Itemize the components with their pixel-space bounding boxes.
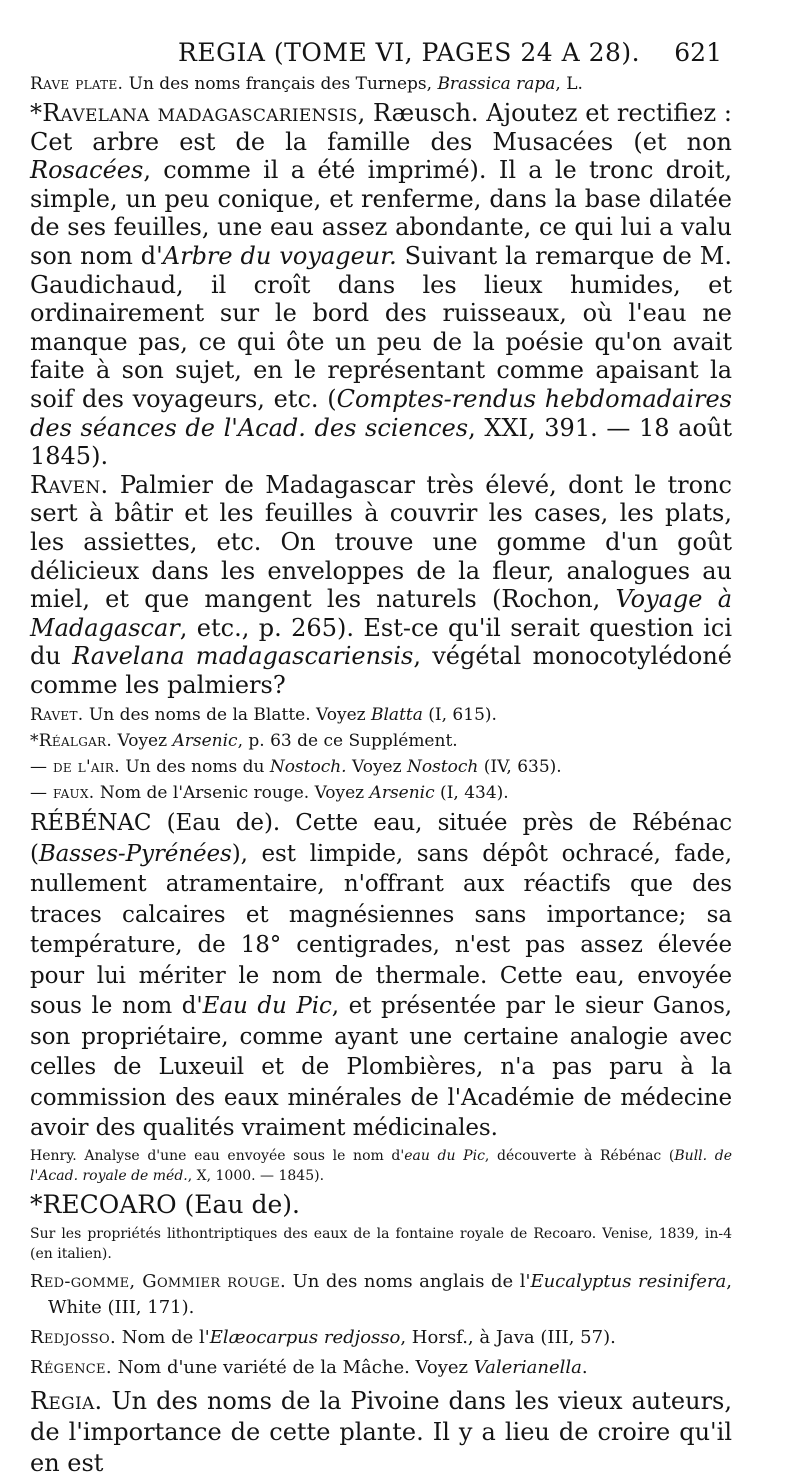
entry-text: Un des noms de la Pivoine dans les vieux auteurs, de l'importance de cette plante. Il y a lieu de croire qu'il en est — [30, 1386, 732, 1477]
entry-ravet — [30, 704, 732, 726]
reference-text: Sur les propriétés lithontriptiques des eaux de la fontaine royale de Recoaro. Venise, 1839, in-4 (en italien). — [30, 1225, 732, 1262]
entry-text: Palmier de Madagascar très élevé, dont le tronc sert à bâtir et les feuilles à couvrir les cases, les plats, les assiettes, etc. On trouve une gomme d'un goût délicieux dans les enveloppes de la fleur, analogues au miel, et que mangent les naturels (Rochon, — [30, 470, 732, 614]
entry-text: (I, 434). — [434, 783, 509, 804]
entry-text: Nom de l' — [116, 1326, 210, 1348]
entry-headword: Raven. — [30, 470, 109, 499]
entry-text: (I, 615). — [422, 705, 497, 726]
entry-text: Un des noms français des Turneps, — [123, 74, 438, 94]
entry-italic: Ravelana madagascariensis — [72, 642, 414, 671]
entry-italic: Nostoch — [406, 757, 479, 778]
entry-text: Un des noms du — [119, 757, 270, 778]
entry-text: Nom d'une variété de la Mâche. Voyez — [111, 1356, 474, 1378]
reference-recoaro — [30, 1224, 732, 1264]
reference-text: , découverte à Rébénac ( — [484, 1147, 675, 1164]
entry-italic: Arsenic — [369, 783, 435, 804]
entry-red-gomme — [30, 1269, 732, 1321]
entry-italic: Arsenic — [172, 731, 238, 752]
reference-text: , X, 1000. — 1845). — [187, 1167, 325, 1184]
dictionary-column — [30, 68, 732, 1479]
entry-italic: Valerianella — [473, 1356, 582, 1378]
entry-rebenac — [30, 808, 732, 1144]
entry-text: , p. 63 de ce Supplément. — [237, 731, 458, 752]
entry-text: (Eau de). Cette eau, située près de Rébénac ( — [30, 810, 732, 867]
reference-text: Henry. Analyse d'une eau envoyée sous le nom d' — [30, 1147, 405, 1164]
entry-text: Nom de l'Arsenic rouge. Voyez — [94, 783, 370, 804]
entry-text: , etc., p. 265). Est-ce qu'il serait question ici du — [30, 613, 732, 671]
entry-headword: Red-gomme, Gommier rouge. — [30, 1270, 287, 1292]
entry-text: , Horsf., à Java (III, 57). — [400, 1326, 616, 1348]
page-number: 621 — [674, 38, 722, 67]
entry-italic: Elæocarpus redjosso — [209, 1326, 401, 1348]
entry-text: Suivant la remarque de M. Gaudichaud, il croît dans les lieux humides, et ordinairement sur le bord des ruisseaux, où l'eau ne manque pas, ce qui ôte un peu de la poésie qu'on avait faite à son sujet, en le représentant comme apaisant la soif des voyageurs, etc. ( — [30, 241, 732, 413]
entry-regence — [30, 1355, 732, 1381]
entry-headword: Regia. — [30, 1386, 103, 1415]
entry-italic: Voyage à Madagascar — [30, 585, 733, 642]
entry-italic: Blatta — [371, 705, 423, 726]
entry-ravelana — [30, 99, 732, 471]
entry-italic: Brassica rapa — [437, 74, 556, 94]
entry-text: . — [581, 1356, 588, 1378]
entry-text: (Eau de). — [176, 1189, 300, 1219]
entry-recoaro — [30, 1188, 732, 1222]
entry-text: , Ræusch. Ajoutez et rectifiez : Cet arbre est de la famille des Musacées (et non — [30, 99, 732, 156]
entry-headword: — de l'air. — [30, 757, 120, 778]
reference-henry — [30, 1146, 732, 1186]
entry-italic: Eucalyptus resinifera — [530, 1270, 727, 1292]
entry-headword: Ravet. — [30, 705, 84, 726]
entry-text: Voyez — [112, 731, 173, 752]
reference-italic: Bull. de l'Acad. royale de méd. — [30, 1147, 732, 1184]
entry-headword: — faux. — [30, 783, 95, 804]
entry-text: , végétal monocotylédoné comme les palmiers? — [30, 642, 732, 699]
entry-italic: Basses-Pyrénées — [38, 840, 232, 867]
entry-realgar-faux — [30, 782, 732, 804]
entry-italic: Eau du Pic — [202, 993, 332, 1020]
entry-text: (IV, 635). — [478, 757, 562, 778]
entry-redjosso — [30, 1325, 732, 1351]
entry-raven — [30, 471, 732, 700]
entry-italic: Comptes-rendus hebdomadaires des séances de l'Acad. des sciences — [30, 384, 732, 442]
entry-text: , White (III, 171). — [48, 1270, 733, 1318]
entry-headword: *Réalgar. — [30, 731, 113, 752]
entry-text: Un des noms de la Blatte. Voyez — [83, 705, 371, 726]
running-header — [0, 38, 800, 70]
entry-headword: Rave plate. — [30, 74, 124, 94]
entry-italic: Rosacées — [30, 156, 144, 185]
entry-headword: Régence. — [30, 1356, 112, 1378]
entry-headword: RÉBÉNAC — [30, 810, 152, 837]
entry-realgar-de-l-air — [30, 756, 732, 778]
entry-text: Un des noms anglais de l' — [286, 1270, 531, 1292]
entry-italic: Nostoch. — [269, 757, 347, 778]
entry-headword: *Ravelana madagascariensis — [30, 99, 358, 127]
entry-headword: Redjosso. — [30, 1326, 116, 1348]
entry-realgar — [30, 730, 732, 752]
entry-headword: *RECOARO — [30, 1189, 177, 1219]
entry-text: , XXI, 391. — 18 août 1845). — [30, 413, 733, 471]
entry-text: Voyez — [346, 757, 407, 778]
entry-text: , comme il a été imprimé). Il a le tronc droit, simple, un peu conique, et renferme, dans la base dilatée de ses feuilles, une eau assez abondante, ce qui lui a valu son nom d' — [30, 156, 732, 270]
running-title: REGIA (TOME VI, PAGES 24 A 28). — [178, 38, 641, 67]
reference-italic: eau du Pic — [404, 1147, 485, 1164]
entry-italic: Arbre du voyageur. — [162, 241, 397, 270]
entry-text: ), est limpide, sans dépôt ochracé, fade, nullement atramentaire, n'offrant aux réactifs que des traces calcaires et magnésiennes sans importance; sa température, de 18° centigrades, n'est pas assez élevée pour lui mériter le nom de thermale. Cette eau, envoyée sous le nom d' — [30, 840, 732, 1020]
entry-text: , L. — [555, 74, 583, 94]
entry-regia — [30, 1386, 732, 1479]
entry-rave-plate — [30, 73, 732, 95]
entry-text: , et présentée par le sieur Ganos, son propriétaire, comme ayant une certaine analogie avec celles de Luxeuil et de Plombières, n'a pas paru à la commission des eaux minérales de l'Académie de médecine avoir des qualités vraiment médicinales. — [30, 993, 732, 1142]
